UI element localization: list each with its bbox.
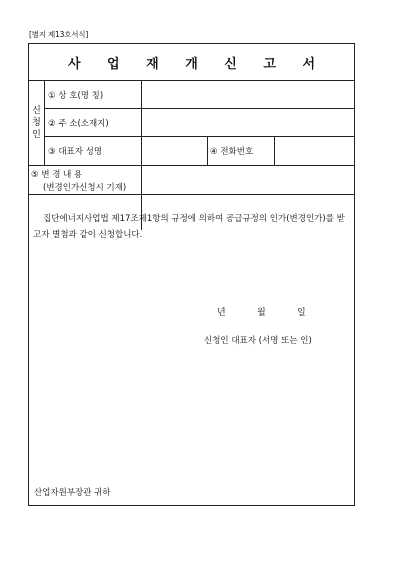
phone-label: ④ 전화번호 (210, 147, 254, 157)
day-label: 일 (297, 308, 306, 318)
phone-field[interactable] (275, 137, 354, 165)
divider (207, 136, 208, 165)
divider (29, 194, 354, 195)
change-content-label: ⑤ 변 경 내 용 (31, 169, 83, 180)
applicant-char: 청 (32, 118, 41, 128)
divider (44, 80, 45, 165)
recipient: 산업자원부장관 귀하 (34, 488, 111, 498)
applicant-char: 인 (32, 130, 41, 140)
year-label: 년 (217, 308, 226, 318)
application-statement: 집단에너지사업법 제17조제1항의 규정에 의하여 공급규정의 인가(변경인가)를 받고자 별첨과 같이 신청합니다. (33, 214, 345, 240)
address-field[interactable] (142, 109, 354, 136)
change-content-note: (변경인가신청시 기재) (43, 182, 127, 193)
form-title: 사 업 재 개 신 고 서 (67, 56, 327, 72)
signer-line: 신청인 대표자 (서명 또는 인) (204, 336, 312, 346)
date-line (217, 305, 337, 318)
applicant-char: 신 (32, 106, 41, 116)
application-form (28, 43, 355, 506)
applicant-label (29, 81, 44, 165)
month-label: 월 (257, 308, 266, 318)
business-name-field[interactable] (142, 81, 354, 108)
address-label: ② 주 소(소재지) (48, 118, 109, 129)
business-name-label: ① 상 호(명 칭) (48, 90, 104, 101)
representative-label: ③ 대표자 성명 (48, 147, 103, 157)
representative-field[interactable] (142, 137, 206, 165)
change-content-field[interactable] (142, 166, 354, 194)
form-number-label: [별지 제13호서식] (29, 30, 89, 39)
